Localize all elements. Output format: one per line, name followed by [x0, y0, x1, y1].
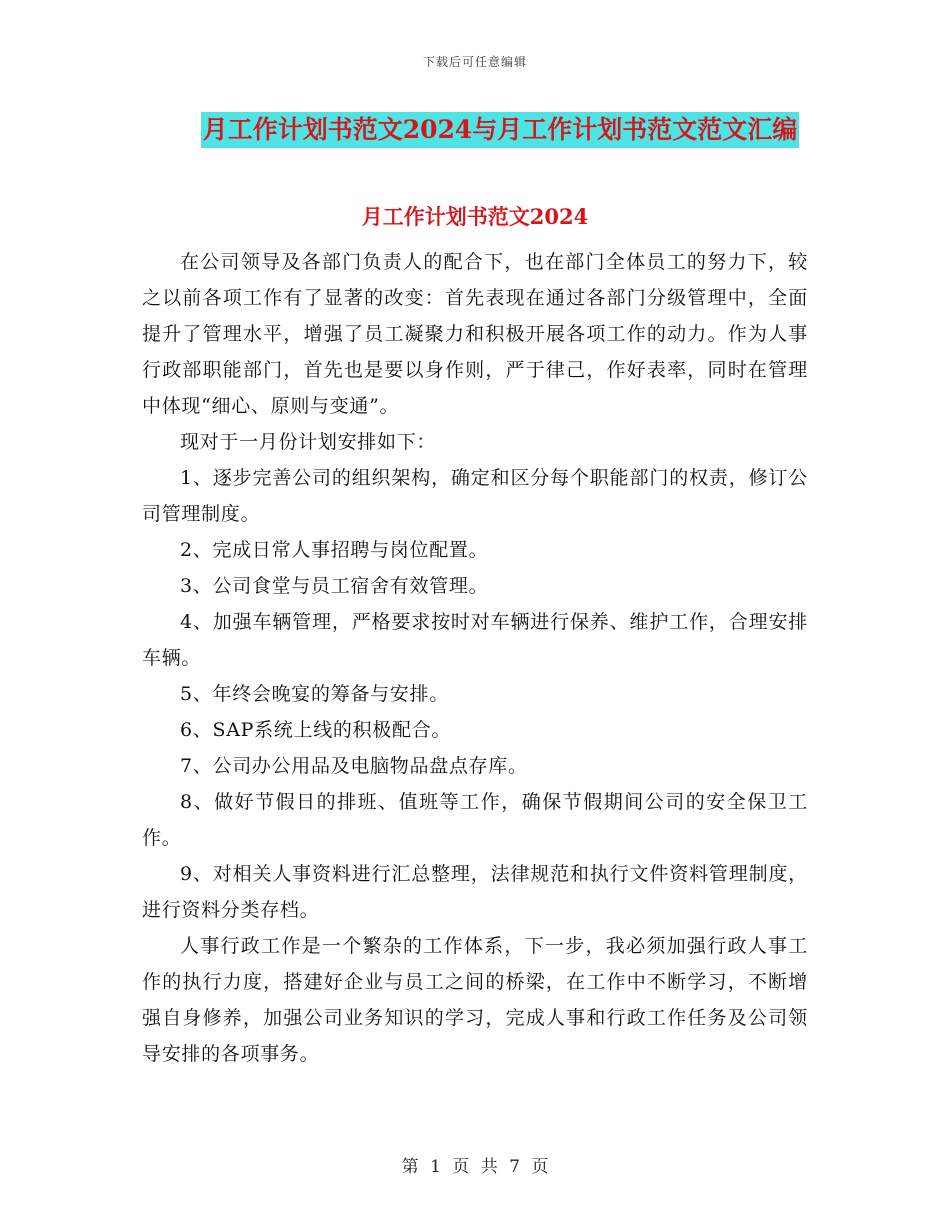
- plan-item-3: 3、公司食堂与员工宿舍有效管理。: [180, 575, 489, 597]
- section-title: 月工作计划书范文2024: [361, 204, 589, 229]
- plan-item-4: 4、加强车辆管理，严格要求按时对车辆进行保养、维护工作，合理安排车辆。: [142, 611, 808, 669]
- plan-item-8: 8、做好节假日的排班、值班等工作，确保节假期间公司的安全保卫工作。: [142, 791, 808, 849]
- plan-item-1: 1、逐步完善公司的组织架构，确定和区分每个职能部门的权责，修订公司管理制度。: [142, 467, 808, 525]
- plan-item-2: 2、完成日常人事招聘与岗位配置。: [180, 539, 489, 561]
- plan-item-6: 6、SAP系统上线的积极配合。: [180, 719, 452, 741]
- intro-paragraph: 在公司领导及各部门负责人的配合下，也在部门全体员工的努力下，较之以前各项工作有了显著的改变：首先表现在通过各部门分级管理中，全面提升了管理水平，增强了员工凝聚力和积极开展各项工作的动力。作为人事行政部职能部门，首先也是要以身作则，严于律己，作好表率，同时在管理中体现“细心、原则与变通”。: [142, 251, 808, 417]
- plan-item-5: 5、年终会晚宴的筹备与安排。: [180, 683, 449, 705]
- document-body: [142, 244, 808, 1072]
- closing-paragraph: 人事行政工作是一个繁杂的工作体系，下一步，我必须加强行政人事工作的执行力度，搭建好企业与员工之间的桥梁，在工作中不断学习，不断增强自身修养，加强公司业务知识的学习，完成人事和行政工作任务及公司领导安排的各项事务。: [142, 935, 808, 1065]
- plan-intro-paragraph: 现对于一月份计划安排如下：: [180, 431, 437, 453]
- main-title-container: [0, 112, 950, 148]
- header-note: 下载后可任意编辑: [422, 55, 527, 69]
- plan-item-7: 7、公司办公用品及电脑物品盘点存库。: [180, 755, 528, 777]
- document-title: 月工作计划书范文2024与月工作计划书范文范文汇编: [201, 112, 800, 148]
- plan-item-9: 9、对相关人事资料进行汇总整理，法律规范和执行文件资料管理制度，进行资料分类存档。: [142, 863, 808, 921]
- page-footer: 第 1 页 共 7 页: [401, 1157, 549, 1177]
